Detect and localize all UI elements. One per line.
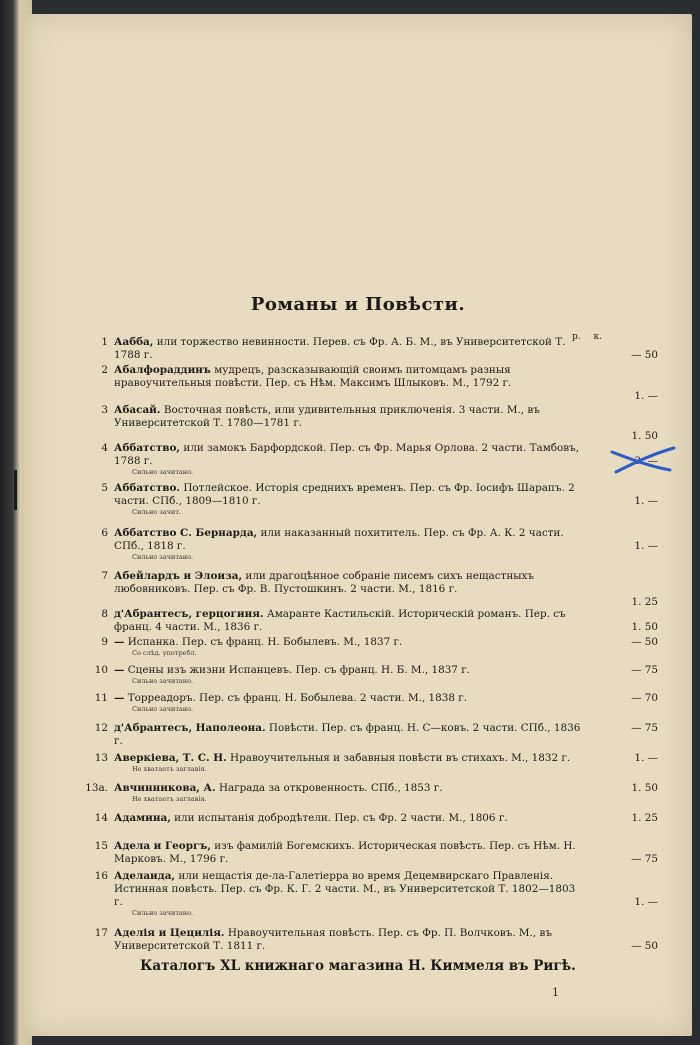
entry-condition-note: Сильно зачитано. (132, 468, 194, 476)
entry-description: Амаранте Кастильскій. Историческій романъ. Пер. съ франц. 4 части. М., 1836 г. (114, 608, 566, 633)
entry-text (114, 840, 584, 866)
entry-price: — 50 (631, 940, 658, 952)
page-number: 1 (552, 986, 559, 999)
entry-price: — 50 (631, 636, 658, 648)
entry-number: 16 (94, 870, 108, 882)
entry-text (114, 570, 584, 596)
entry-text (114, 664, 584, 686)
entry-text (114, 782, 584, 804)
entry-description: или нещастія де-ла-Галетіерра во время Децемвирскаго Правленія. Истинная повѣсть. Пер. съ Фр. К. Г. 2 части. М., въ Университетской Т. 1802—1803 г. (114, 870, 576, 908)
entry-text (114, 336, 584, 362)
entry-price: — 75 (631, 722, 658, 734)
entry-number: 4 (101, 442, 108, 454)
entry-number: 13 (94, 752, 108, 764)
entry-description: или драгоцѣнное собраніе писемъ сихъ нещастныхъ любовниковъ. Пер. съ Фр. В. Пустошкинъ. 2 части. М., 1816 г. (114, 570, 534, 595)
entry-price: 1. — (634, 752, 658, 764)
entry-price: — 50 (631, 349, 658, 361)
entry-number: 1 (101, 336, 108, 348)
entry-text (114, 812, 584, 825)
entry-text (114, 608, 584, 634)
entry-headword: — (114, 664, 125, 676)
entry-number: 2 (101, 364, 108, 376)
entry-price: — 70 (631, 692, 658, 704)
entry-description: Повѣсти. Пер. съ франц. Н. С—ковъ. 2 части. СПб., 1836 г. (114, 722, 581, 747)
entry-headword: Аабба, (114, 336, 154, 348)
entry-number: 9 (101, 636, 108, 648)
entry-headword: Абалфораддинъ (114, 364, 211, 376)
entry-text (114, 692, 584, 714)
entry-text (114, 636, 584, 658)
entry-price: — 75 (631, 664, 658, 676)
entry-headword: Адамина, (114, 812, 171, 824)
entry-description: Награда за откровенность. СПб., 1853 г. (218, 782, 443, 794)
entry-headword: Аделія и Цецилія. (114, 927, 225, 939)
entry-price: 1. — (634, 896, 658, 908)
entry-headword: Аббатство, (114, 442, 181, 454)
entry-text (114, 722, 584, 748)
entry-headword: Авчинникова, А. (114, 782, 216, 794)
entry-number: 5 (101, 482, 108, 494)
entry-price: 1. 25 (631, 812, 658, 824)
price-column-header: р. к. (572, 332, 602, 342)
entry-price: — 75 (631, 853, 658, 865)
entry-description: Восточная повѣсть, или удивительныя приключенія. 3 части. М., въ Университетской Т. 1780—1781 г. (114, 404, 540, 429)
entry-headword: — (114, 636, 125, 648)
entry-headword: Адела и Георгъ, (114, 840, 211, 852)
entry-headword: д'Абрантесъ, Наполеона. (114, 722, 266, 734)
entry-headword: д'Абрантесъ, герцогиня. (114, 608, 264, 620)
entry-price: 1. — (634, 390, 658, 402)
entry-price: 1. — (634, 540, 658, 552)
catalog-footer: Каталогъ XL книжнаго магазина Н. Киммеля въ Ригѣ. (140, 958, 576, 974)
entry-description: или наказанный похититель. Пер. съ Фр. А. К. 2 части. СПб., 1818 г. (114, 527, 564, 552)
entry-text (114, 442, 584, 477)
entry-number: 6 (101, 527, 108, 539)
entry-number: 15 (94, 840, 108, 852)
entry-price: 1. 25 (631, 596, 658, 608)
entry-headword: Аверкіева, Т. С. Н. (114, 752, 227, 764)
entry-condition-note: Не хватаетъ заглавія. (132, 765, 207, 773)
pen-cross-mark-icon (608, 444, 678, 478)
entry-description: мудрецъ, разсказывающій своимъ питомцамъ разныя нравоучительныя повѣсти. Пер. съ Нѣм. Максимъ Шлыковъ. М., 1792 г. (114, 364, 512, 389)
entry-description: Нравоучительная повѣсть. Пер. съ Фр. П. Волчковъ. М., въ Университетской Т. 1811 г. (114, 927, 552, 952)
entry-description: Нравоучительныя и забавныя повѣсти въ стихахъ. М., 1832 г. (230, 752, 571, 764)
entry-condition-note: Сильно зачит. (132, 508, 181, 516)
entry-description: Потлейское. Исторія среднихъ временъ. Пер. съ Фр. Іосифъ Шарапъ. 2 части. СПб., 1809—1810 г. (114, 482, 575, 507)
entry-text (114, 404, 584, 430)
entry-headword: — (114, 692, 125, 704)
entry-price: 1. 50 (631, 782, 658, 794)
entry-description: изъ фамилій Богемскихъ. Историческая повѣсть. Пер. съ Нѣм. Н. Марковъ. М., 1796 г. (114, 840, 576, 865)
entry-number: 10 (94, 664, 108, 676)
entry-description: Испанка. Пер. съ франц. Н. Бобылевъ. М., 1837 г. (127, 636, 403, 648)
entry-description: Сцены изъ жизни Испанцевъ. Пер. съ франц. Н. Б. М., 1837 г. (127, 664, 470, 676)
entry-description: Торреадоръ. Пер. съ франц. Н. Бобылева. 2 части. М., 1838 г. (127, 692, 468, 704)
entry-text (114, 527, 584, 562)
entry-text (114, 482, 584, 517)
entry-description: или торжество невинности. Перев. съ Фр. А. Б. М., въ Университетской Т. 1788 г. (114, 336, 566, 361)
entry-headword: Аббатство. (114, 482, 181, 494)
binding-thread (14, 470, 17, 510)
entry-price: 3. — (634, 455, 658, 467)
entry-description: или замокъ Барфордской. Пер. съ Фр. Марья Орлова. 2 части. Тамбовъ, 1788 г. (114, 442, 580, 467)
entry-condition-note: Сильно зачитано. (132, 677, 194, 685)
entry-number: 8 (101, 608, 108, 620)
entry-number: 3 (101, 404, 108, 416)
entry-number: 11 (94, 692, 108, 704)
entry-headword: Аделаида, (114, 870, 176, 882)
entry-headword: Абасай. (114, 404, 161, 416)
entry-price: 1. — (634, 495, 658, 507)
entry-headword: Абейлардъ и Элоиза, (114, 570, 243, 582)
entry-headword: Аббатство С. Бернарда, (114, 527, 258, 539)
entry-text (114, 752, 584, 774)
entry-price: 1. 50 (631, 621, 658, 633)
entry-number: 7 (101, 570, 108, 582)
entry-text (114, 870, 584, 918)
entry-condition-note: Сильно зачитано. (132, 705, 194, 713)
catalog-page (24, 14, 692, 1036)
entry-number: 12 (94, 722, 108, 734)
entry-condition-note: Со слѣд. употребл. (132, 649, 197, 657)
entry-description: или испытанія добродѣтели. Пер. съ Фр. 2 части. М., 1806 г. (174, 812, 508, 824)
entry-text (114, 364, 584, 390)
entry-number: 14 (94, 812, 108, 824)
entry-condition-note: Сильно зачитано. (132, 909, 194, 917)
entry-condition-note: Сильно зачитано. (132, 553, 194, 561)
section-heading: Романы и Повѣсти. (250, 294, 466, 315)
entry-number: 17 (94, 927, 108, 939)
entry-text (114, 927, 584, 953)
entry-condition-note: Не хватаетъ заглавія. (132, 795, 207, 803)
entry-price: 1. 50 (631, 430, 658, 442)
entry-number: 13a. (85, 782, 108, 794)
